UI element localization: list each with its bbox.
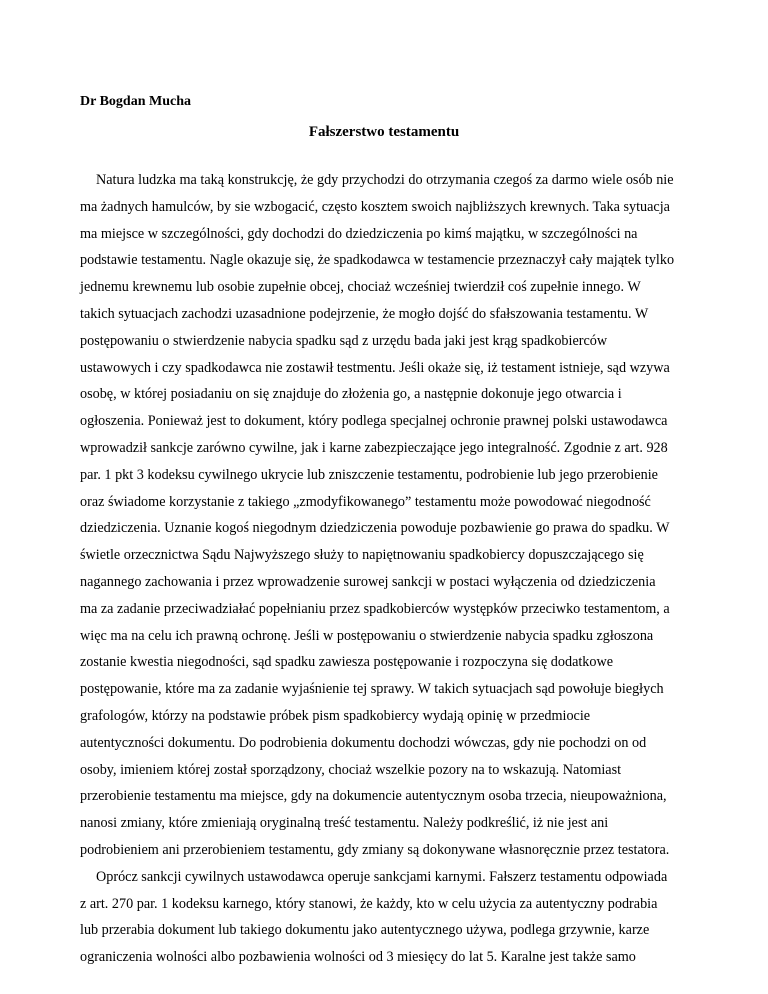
paragraph-line: dziedziczenia. Uznanie kogoś niegodnym dziedziczenia powoduje pozbawienie go prawa do spadku. W bbox=[80, 520, 670, 537]
paragraph-line: podrobieniem ani przerobieniem testamentu, gdy zmiany są dokonywane własnoręcznie przez testatora. bbox=[80, 841, 670, 858]
paragraph-line: grafologów, którzy na podstawie próbek pism spadkobiercy wydają opinię w przedmiocie bbox=[80, 707, 591, 724]
paragraph-line: takich sytuacjach zachodzi uzasadnione podejrzenie, że mogło dojść do sfałszowania testamentu. W bbox=[80, 305, 649, 322]
document-title: Fałszerstwo testamentu bbox=[308, 124, 460, 140]
paragraph-line: więc ma na celu ich prawną ochronę. Jeśli w postępowaniu o stwierdzenie nabycia spadku zgłoszona bbox=[80, 627, 654, 644]
paragraph-line: podstawie testamentu. Nagle okazuje się, że spadkodawca w testamencie przeznaczył cały majątek tylko bbox=[80, 252, 675, 269]
document-body bbox=[80, 171, 692, 975]
paragraph-line: wprowadził sankcje zarówno cywilne, jak i karne zabezpieczające jego integralność. Zgodnie z art. 928 bbox=[80, 439, 668, 456]
paragraph-line: ma za zadanie przeciwadziałać popełnianiu przez spadkobierców występków przeciwko testamentom, a bbox=[80, 600, 670, 617]
paragraph-line: ma żadnych hamulców, by sie wzbogacić, często kosztem swoich najbliższych krewnych. Taka sytuacja bbox=[80, 198, 670, 215]
paragraph-line: autentyczności dokumentu. Do podrobienia dokumentu dochodzi wówczas, gdy nie pochodzi on od bbox=[80, 734, 647, 751]
paragraph-line: jednemu krewnemu lub osobie zupełnie obcej, chociaż wcześniej twierdził coś zupełnie innego. W bbox=[80, 279, 641, 296]
paragraph-line: przerobienie testamentu ma miejsce, gdy na dokumencie autentycznym osoba trzecia, nieupoważniona, bbox=[80, 788, 667, 805]
paragraph-line: ma miejsce w szczególności, gdy dochodzi do dziedziczenia po kimś majątku, w szczególności na bbox=[80, 225, 638, 242]
paragraph-line: Natura ludzka ma taką konstrukcję, że gdy przychodzi do otrzymania czegoś za darmo wiele osób nie bbox=[96, 172, 674, 188]
paragraph-line: ustawowych i czy spadkodawca nie zostawił testmentu. Jeśli okaże się, iż testament istnieje, sąd wzywa bbox=[80, 359, 670, 376]
paragraph-line: lub przerabia dokument lub takiego dokumentu jako autentycznego używa, podlega grzywnie, karze bbox=[80, 922, 650, 939]
paragraph-line: nanosi zmiany, które zmieniają oryginalną treść testamentu. Należy podkreślić, iż nie jest ani bbox=[80, 815, 609, 832]
paragraph-line: ograniczenia wolności albo pozbawienia wolności od 3 miesięcy do lat 5. Karalne jest także samo bbox=[80, 949, 636, 966]
paragraph-line: zostanie kwestia niegodności, sąd spadku zawiesza postępowanie i rozpoczyna się dodatkowe bbox=[80, 654, 614, 671]
paragraph-line: świetle orzecznictwa Sądu Najwyższego służy to napiętnowaniu spadkobiercy dopuszczającego się bbox=[80, 547, 644, 564]
author-name: Dr Bogdan Mucha bbox=[80, 94, 191, 109]
paragraph-line: postępowaniu o stwierdzenie nabycia spadku sąd z urzędu bada jaki jest krąg spadkobierców bbox=[80, 332, 608, 349]
paragraph-line: postępowanie, które ma za zadanie wyjaśnienie tej sprawy. W takich sytuacjach sąd powołuje biegłych bbox=[80, 681, 664, 698]
paragraph-line: nagannego zachowania i przez wprowadzenie surowej sankcji w postaci wyłączenia od dziedziczenia bbox=[80, 573, 656, 590]
paragraph-line: ogłoszenia. Ponieważ jest to dokument, który podlega specjalnej ochronie prawnej polski ustawodawca bbox=[80, 413, 668, 430]
paragraph-line: osobę, w której posiadaniu on się znajduje do złożenia go, a następnie dokonuje jego otwarcia i bbox=[80, 386, 622, 403]
paragraph-line: osoby, imieniem której został sporządzony, chociaż wszelkie pozory na to wskazują. Natomiast bbox=[80, 761, 622, 778]
paragraph-line: z art. 270 par. 1 kodeksu karnego, który stanowi, że każdy, kto w celu użycia za autentyczny podrabia bbox=[80, 895, 658, 912]
paragraph-line: oraz świadome korzystanie z takiego „zmodyfikowanego” testamentu może powodować niegodność bbox=[80, 493, 651, 510]
paragraph-line: par. 1 pkt 3 kodeksu cywilnego ukrycie lub zniszczenie testamentu, podrobienie lub jego przerobienie bbox=[80, 466, 658, 483]
paragraph-line: Oprócz sankcji cywilnych ustawodawca operuje sankcjami karnymi. Fałszerz testamentu odpowiada bbox=[96, 868, 668, 885]
